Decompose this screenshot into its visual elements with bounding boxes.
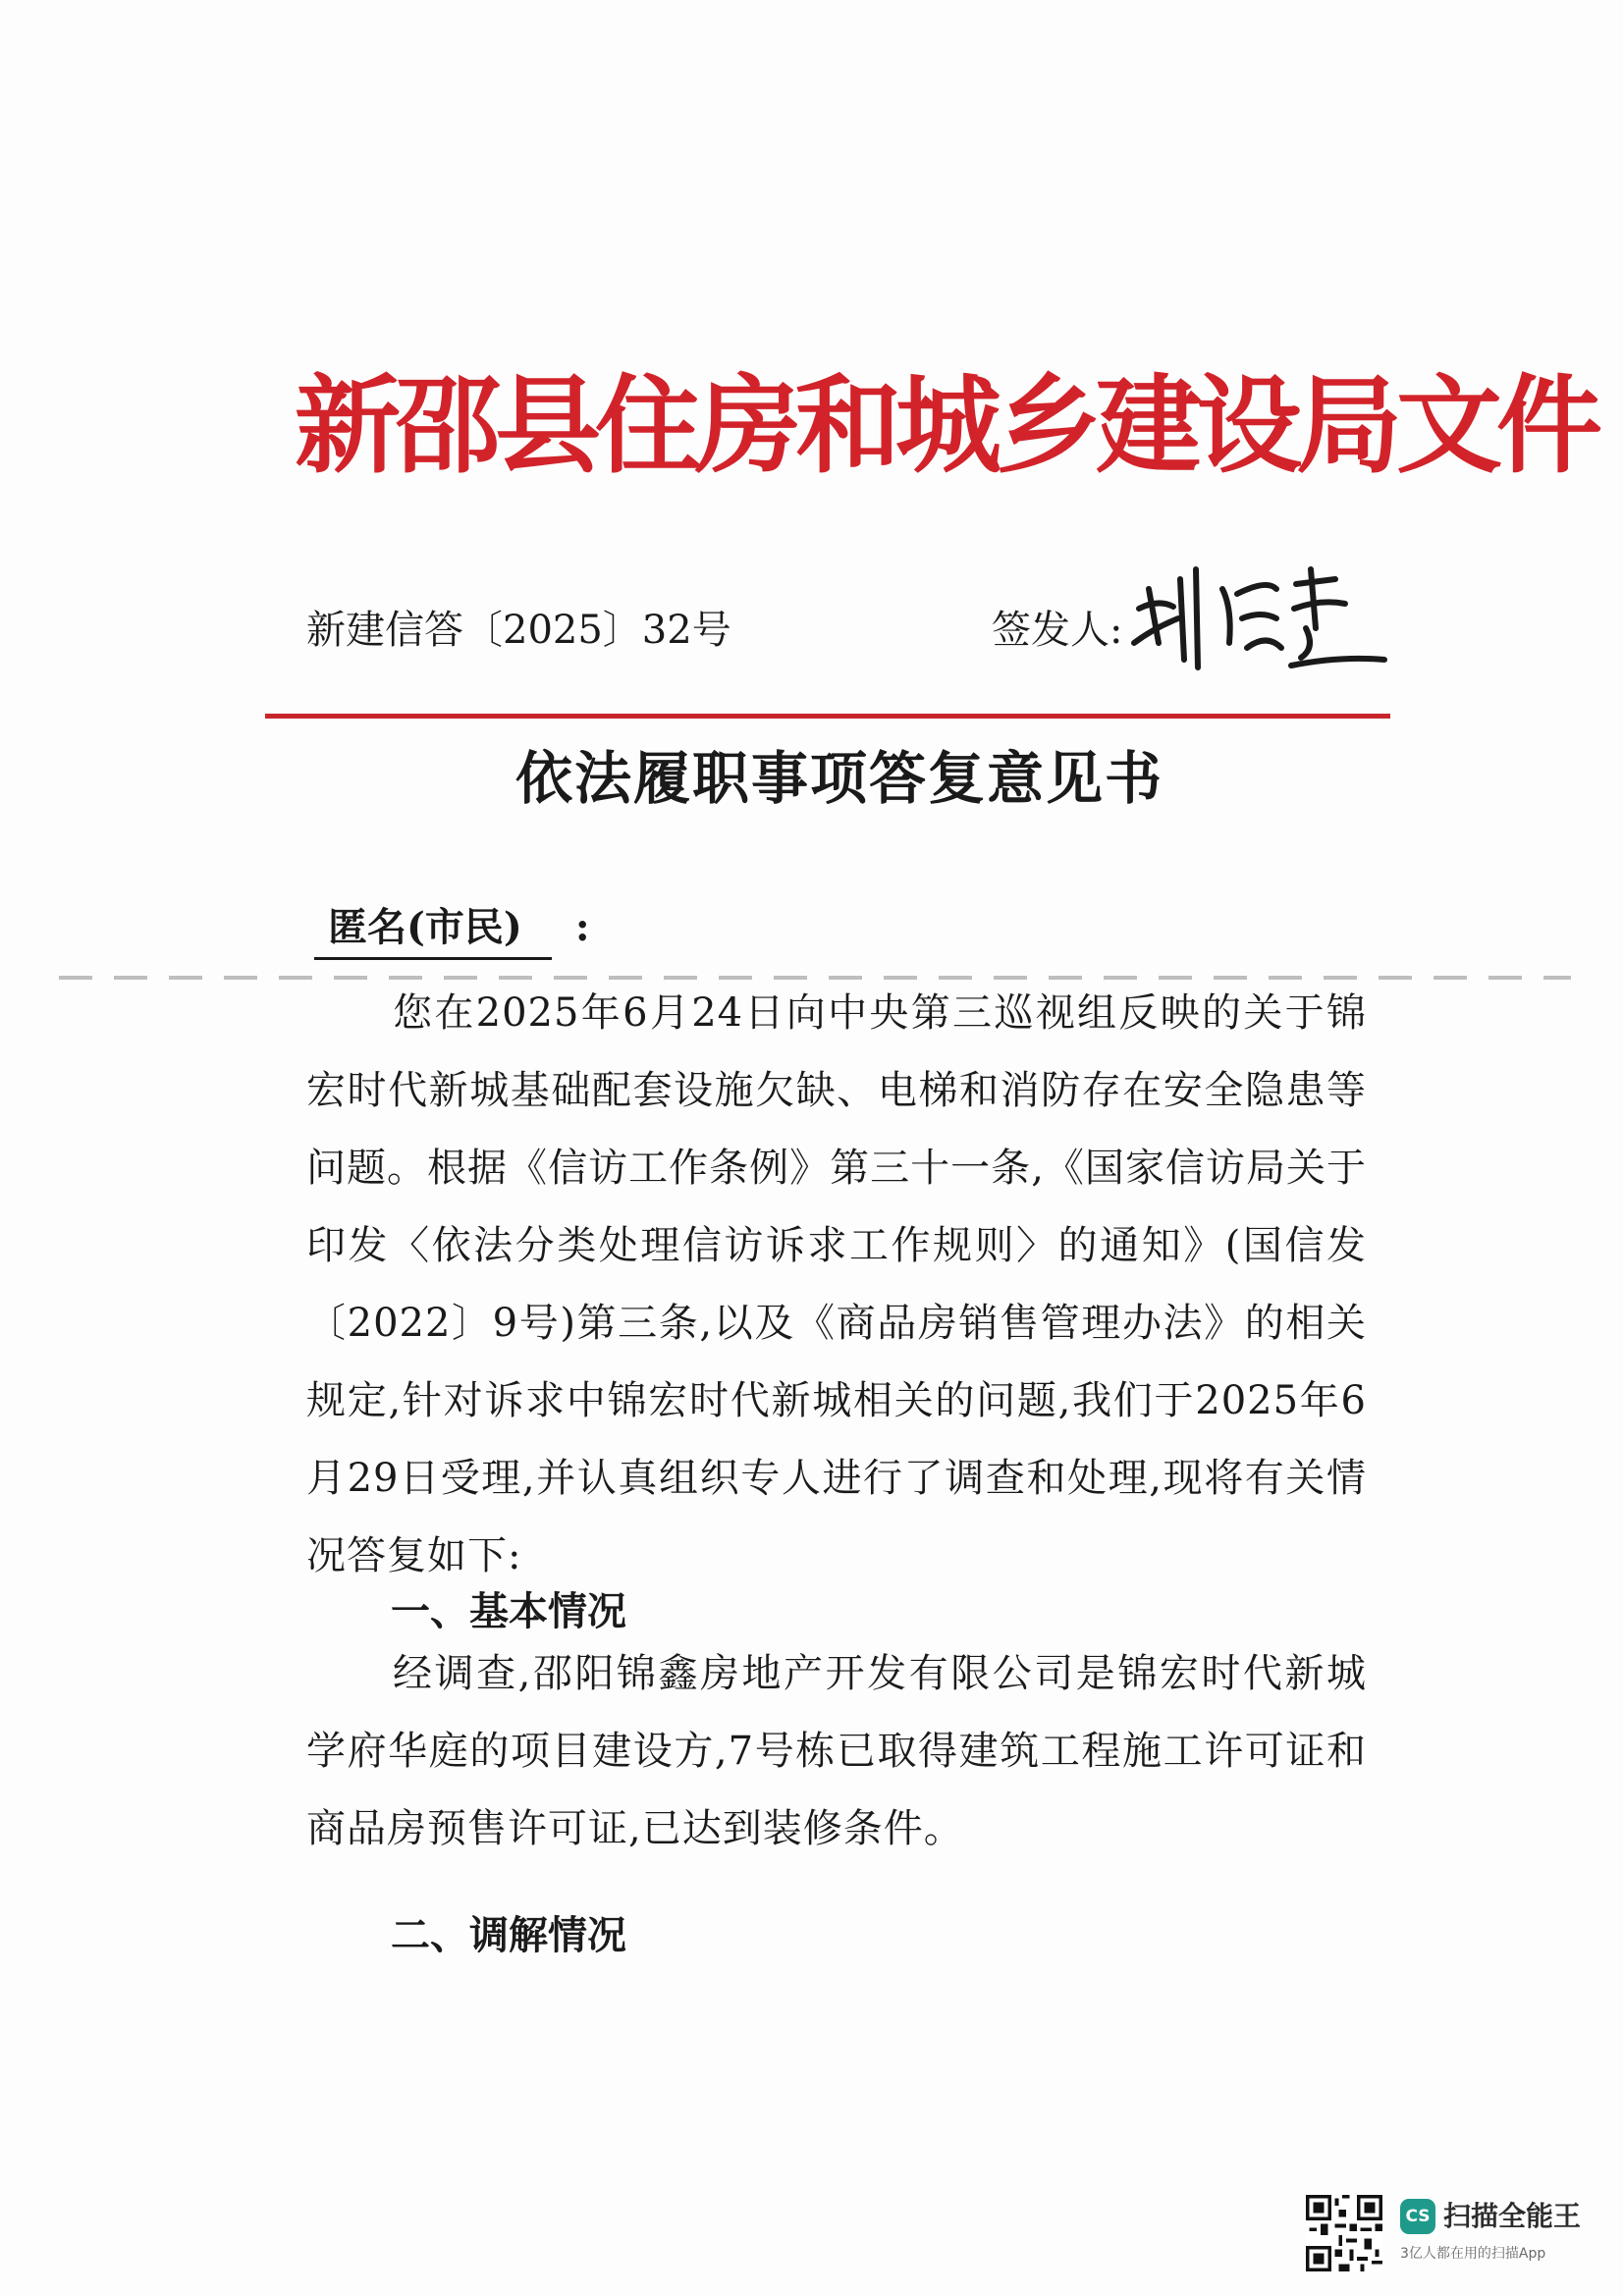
section-heading-mediation: 二、调解情况 <box>391 1912 626 1958</box>
scanner-watermark <box>1306 2195 1600 2275</box>
agency-header-title: 新邵县住房和城乡建设局文件 <box>295 365 1597 488</box>
document-number: 新建信答〔2025〕32号 <box>306 608 731 653</box>
scanner-app-tagline: 3亿人都在用的扫描App <box>1400 2246 1546 2262</box>
handwritten-signature <box>1119 550 1394 687</box>
section-paragraph-basic: 经调查,邵阳锦鑫房地产开发有限公司是锦宏时代新城学府华庭的项目建设方,7号栋已取得建筑工程施工许可证和商品房预售许可证,已达到装修条件。 <box>306 1651 1367 1851</box>
recipient-line <box>314 898 590 960</box>
header-red-rule <box>265 714 1390 719</box>
scanner-app-name: 扫描全能王 <box>1443 2200 1582 2232</box>
scanner-app-logo-icon: CS <box>1400 2199 1435 2234</box>
qr-code-icon <box>1306 2195 1382 2271</box>
recipient-colon: : <box>574 904 590 950</box>
intro-paragraph: 您在2025年6月24日向中央第三巡视组反映的关于锦宏时代新城基础配套设施欠缺、电梯和消防存在安全隐患等问题。根据《信访工作条例》第三十一条,《国家信访局关于印发〈依法分类处理信访诉求工作规则〉的通知》(国信发〔2022〕9号)第三条,以及《商品房销售管理办法》的相关规定,针对诉求中锦宏时代新城相关的问题,我们于2025年6月29日受理,并认真组织专人进行了调查和处理,现将有关情况答复如下: <box>306 990 1367 1578</box>
signer-label: 签发人: <box>992 608 1123 653</box>
recipient-name: 匿名(市民) <box>314 898 552 960</box>
section-heading-basic: 一、基本情况 <box>391 1588 626 1634</box>
document-title: 依法履职事项答复意见书 <box>514 745 1163 812</box>
